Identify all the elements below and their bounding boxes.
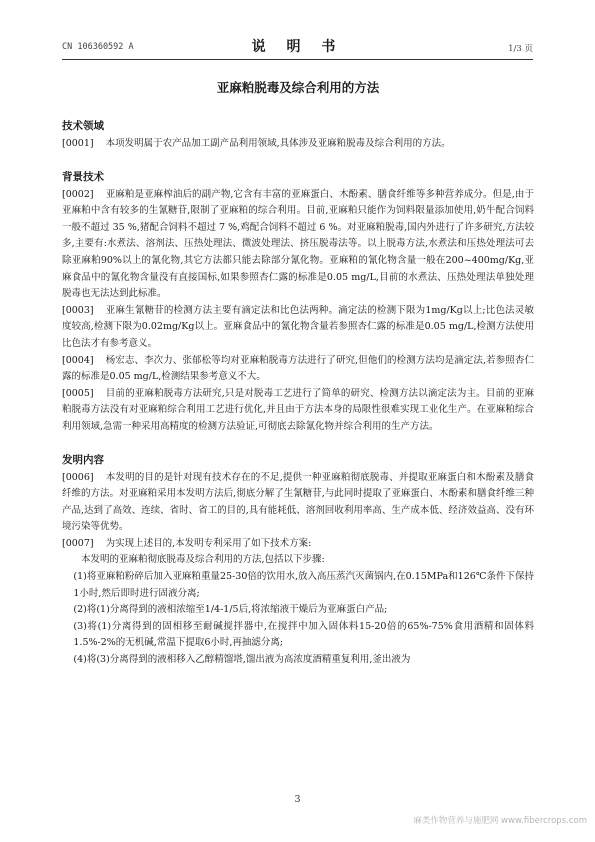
- paragraph-text: 亚麻粕是亚麻榨油后的副产物,它含有丰富的亚麻蛋白、木酚素、膳食纤维等多种营养成分。但是,由于亚麻粕中含有较多的生氰糖苷,限制了亚麻粕的综合利用。目前,亚麻粕只能作为饲料限量添加使用,奶牛配合饲料一般不超过 35 %,猪配合饲料不超过 7 %,鸡配合饲料不超过 6 %。对亚麻粕脱毒,国内外进行了许多研究,方法较多,主要有:水煮法、溶剂法、压热处理法、微波处理法、挤压脱毒法等。以上脱毒方法,水煮法和压热处理法可去除亚麻粕90%以上的氰化物,其它方法都只能去除部分氰化物。亚麻粕的氰化物含量一般在200~400mg/Kg,亚麻食品中的氰化物含量没有直接国标,如果参照杏仁露的标准是0.05 mg/L,目前的水煮法、压热处理法单独处理脱毒也无法达到此标准。: [62, 188, 534, 300]
- method-step-4: (4)将(3)分离得到的液相移入乙醇精馏塔,馏出液为高浓度酒精重复利用,釜出液为: [73, 654, 411, 666]
- document-title: 亚麻粕脱毒及综合利用的方法: [216, 80, 380, 95]
- paragraph-text: 本项发明属于农产品加工副产品利用领域,具体涉及亚麻粕脱毒及综合利用的方法。: [105, 138, 451, 149]
- paragraph-0003: [62, 303, 534, 353]
- header-divider: [62, 59, 533, 60]
- page-label: 1/3 页: [508, 44, 533, 54]
- method-lead: 本发明的亚麻粕彻底脱毒及综合利用的方法,包括以下步骤:: [81, 554, 325, 566]
- paragraph-0007: [62, 536, 534, 553]
- paragraph-0005: [62, 386, 534, 436]
- paragraph-text: 本发明的目的是针对现有技术存在的不足,提供一种亚麻粕彻底脱毒、并提取亚麻蛋白和木酚素及膳食纤维的方法。对亚麻粕采用本发明方法后,彻底分解了生氰糖苷,与此同时提取了亚麻蛋白、木酚素和膳食纤维三种产品,达到了高效、连续、省时、省工的目的,具有能耗低、溶剂回收利用率高、生产成本低、经济效益高、没有环境污染等优势。: [62, 471, 534, 533]
- watermark: 麻类作物营养与施肥网 www.fibercrops.com: [413, 816, 587, 826]
- paragraph-number: [0004]: [62, 354, 94, 366]
- paragraph-0002: [62, 187, 534, 303]
- document-body: [62, 76, 534, 669]
- paragraph-text: 亚麻生氰糖苷的检测方法主要有滴定法和比色法两种。滴定法的检测下限为1mg/Kg以上;比色法灵敏度较高,检测下限为0.02mg/Kg以上。亚麻食品中的氰化物含量若参照杏仁露的标准是0.05 mg/L,检测方法使用比色法才有参考意义。: [62, 304, 534, 349]
- paragraph-0004: [62, 353, 534, 386]
- paragraph-0006: [62, 470, 534, 536]
- paragraph-text: 目前的亚麻粕脱毒方法研究,只是对脱毒工艺进行了简单的研究、检测方法以滴定法为主。目前的亚麻粕脱毒方法没有对亚麻粕综合利用工艺进行优化,并且由于方法本身的局限性很难实现工业化生产。在亚麻粕综合利用领域,急需一种采用高精度的检测方法验证,可彻底去除氰化物并综合利用的生产方法。: [62, 387, 534, 432]
- paragraph-number: [0002]: [62, 188, 94, 200]
- paragraph-number: [0007]: [62, 537, 94, 549]
- page-header: [62, 36, 533, 60]
- heading-tech-field: 技术领域: [62, 120, 104, 132]
- paragraph-text: 杨宏志、李次力、张郁松等均对亚麻粕脱毒方法进行了研究,但他们的检测方法均是滴定法,若参照杏仁露的标准是0.05 mg/L,检测结果参考意义不大。: [62, 354, 534, 383]
- paragraph-number: [0005]: [62, 387, 94, 399]
- paragraph-text: 为实现上述目的,本发明专利采用了如下技术方案:: [105, 537, 312, 549]
- heading-summary: 发明内容: [62, 453, 104, 466]
- paragraph-number: [0003]: [62, 304, 94, 316]
- paragraph-0001: [62, 136, 534, 153]
- method-step-2: (2)将(1)分离得到的液相浓缩至1/4-1/5后,将浓缩液干燥后为亚麻蛋白产品;: [73, 604, 388, 616]
- heading-background: 背景技术: [62, 170, 104, 183]
- method-step-1: (1)将亚麻粕粉碎后加入亚麻粕重量25-30倍的饮用水,放入高压蒸汽灭菌锅内,在0.15MPa和126℃条件下保持1小时,然后即时进行固液分离;: [73, 571, 534, 599]
- doc-type-label: 说 明 书: [251, 39, 344, 55]
- patent-number: CN 106360592 A: [62, 42, 134, 52]
- paragraph-number: [0006]: [62, 471, 94, 483]
- paragraph-number: [0001]: [62, 138, 94, 149]
- method-step-3: (3)将(1)分离得到的固相移至耐碱搅拌器中,在搅拌中加入固体料15-20倍的65%-75%食用酒精和固体料1.5%-2%的无机碱,常温下提取6小时,再抽滤分离;: [73, 620, 534, 649]
- page-number: 3: [294, 794, 301, 805]
